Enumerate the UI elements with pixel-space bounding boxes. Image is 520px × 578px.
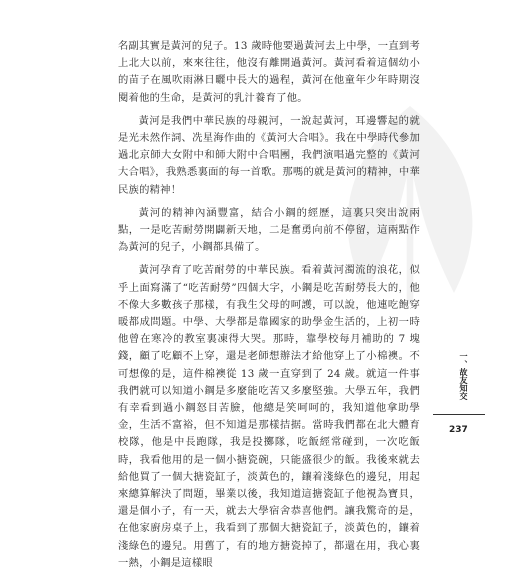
section-label: 一、故友知交 xyxy=(459,352,468,400)
margin-divider xyxy=(433,414,485,415)
paragraph: 名副其實是黃河的兒子。13 歲時他要過黃河去上中學，一直到考上北大以前，來來往往，他沒有離開過黃河。黃河看着這個幼小的苗子在風吹雨淋日曬中長大的過程，黃河在他童年少年時期沒閱着他的生命，是黃河的乳汁養育了他。 xyxy=(118,40,420,104)
paragraph: 黃河是我們中華民族的母親河，一說起黃河，耳邊響起的就是光未然作詞、冼星海作曲的《黃河大合唱》。我在中學時代參加過北京師大女附中和師大附中合唱團，我們演唱過完整的《黃河大合唱》，我熟悉裏面的每一首歌。那嗎的就是黃河的精神，中華民族的精神！ xyxy=(118,114,420,196)
page-number: 237 xyxy=(449,425,468,435)
body-text xyxy=(118,38,420,578)
paragraph: 黃河孕育了吃苦耐勞的中華民族。看着黃河濁流的浪花，似乎上面寫滿了“吃苦耐勞”四個大字，小鋼是吃苦耐勞長大的，他不像大多數孩子那樣，有我生父母的呵護，可以說，他連吃飽穿暖都成問題。中學、大學都是靠國家的助學金生活的，上初一時他曾在寒冷的教室裏凍得大哭。那時，靠學校每月補助的 7 塊錢，顧了吃顧不上穿，還是老師想辦法才給他穿上了小棉襖。不可想像的是，這件棉襖從 13 歲一直穿到了 24 歲。就這一件事我們就可以知道小鋼是多麼能吃苦又多麼堅強。大學五年，我們有幸看到過小鋼怒目苦臉，他總是笑呵呵的，我知道他拿助學金，生活不富裕，但不知道是那樣拮据。當時我們都在北大體育校隊，他是中長跑隊，我是投擲隊，吃飯經常碰到，一次吃飯時，我看他用的是一個小搪瓷碗，只能盛很少的飯。我後來就去給他買了一個大搪瓷缸子，淡黃色的，鑲着淺綠色的邊兒，用起來總算解決了問題，畢業以後，我知道這搪瓷缸子他視為寶貝，還是個小子，有一天，就去大學宿舍恭喜他們。讓我驚奇的是，在他家廚房桌子上，我看到了那個大搪瓷缸子，淡黃色的，鑲着淺綠色的邊兒。用舊了，有的地方搪瓷掉了，都還在用，我心裏一熱，小鋼是這樣眼 xyxy=(118,264,420,569)
paragraph: 黃河的精神內涵豐富，結合小鋼的經歷，這裏只突出說兩點，一是吃苦耐勞開闢新天地，二是奮勇向前不停留，這兩點作為黃河的兒子，小鋼都具備了。 xyxy=(118,206,420,254)
